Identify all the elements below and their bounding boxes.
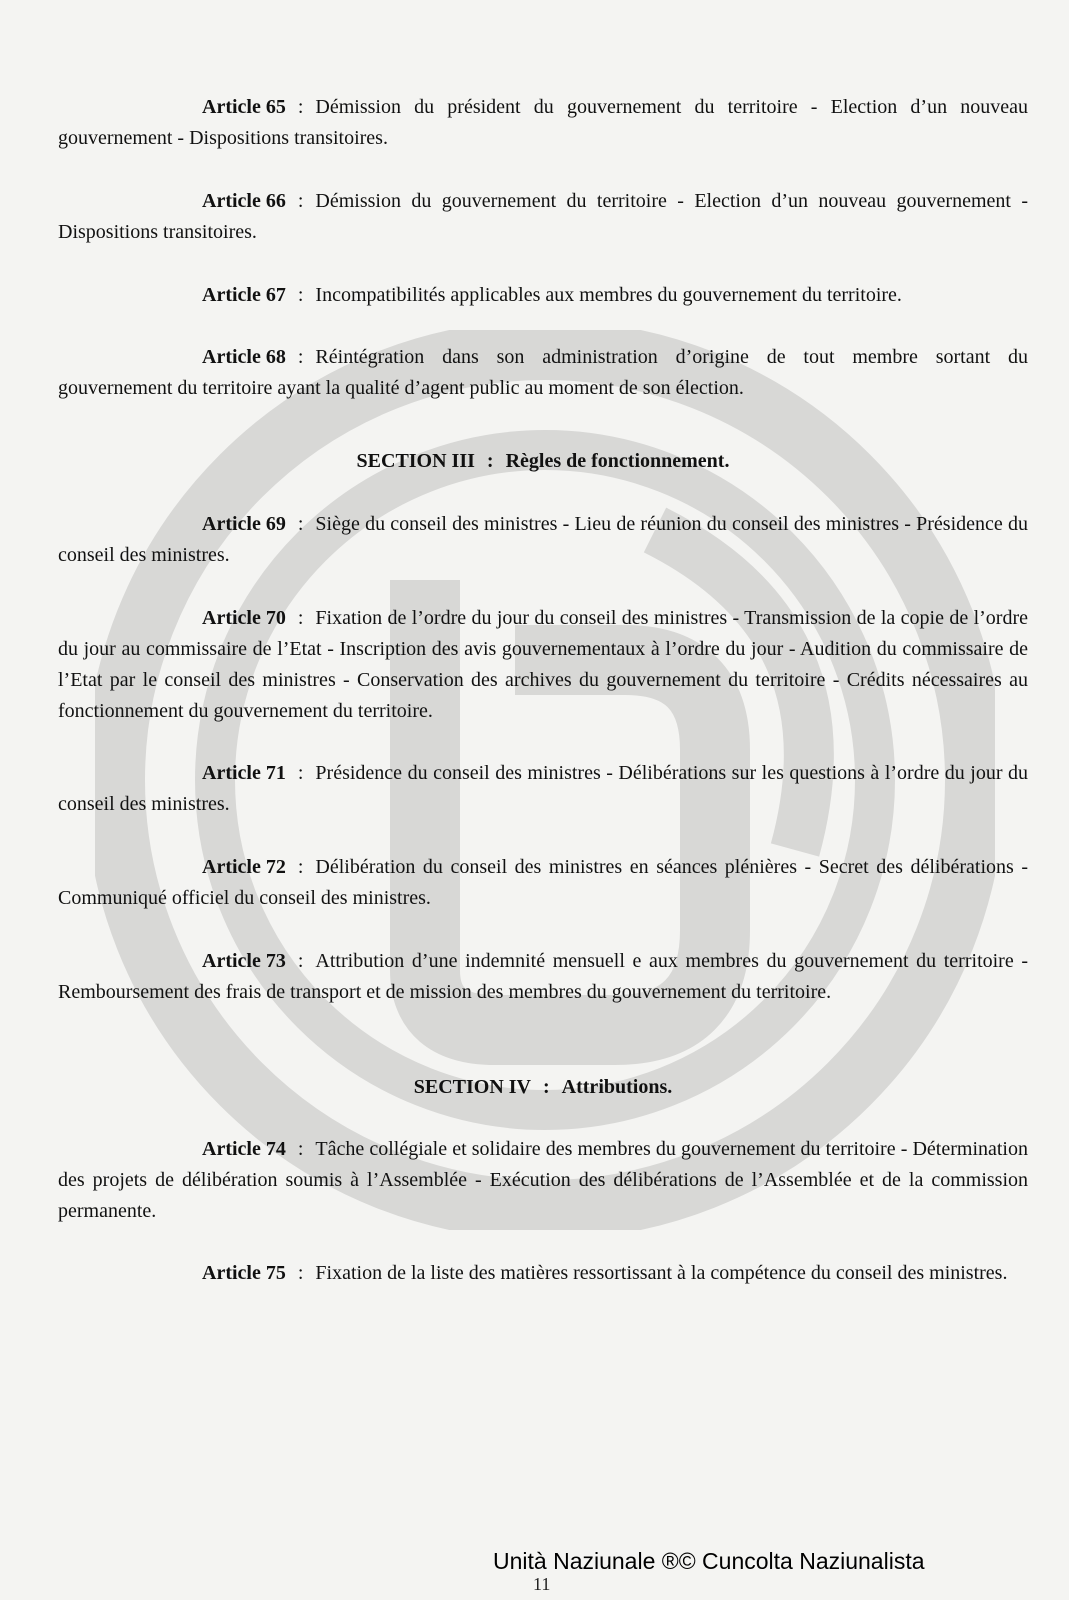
article-text: Démission du gouvernement du territoire - Election d’un nouveau gouvernement - Dispositions transitoires.	[58, 190, 1028, 243]
article-label: Article 68	[202, 346, 286, 368]
page-number: 11	[533, 1574, 551, 1594]
section-title: Règles de fonctionnement.	[505, 450, 730, 472]
article-text: Incompatibilités applicables aux membres du gouvernement du territoire.	[315, 284, 902, 306]
document-body	[58, 92, 1028, 1289]
separator: :	[297, 96, 304, 118]
article-70	[58, 603, 1028, 727]
article-label: Article 67	[202, 284, 286, 306]
separator: :	[297, 856, 304, 878]
section-heading-iii	[58, 446, 1028, 477]
separator: :	[486, 450, 494, 472]
article-label: Article 70	[202, 607, 286, 629]
article-72	[58, 852, 1028, 914]
article-label: Article 71	[202, 762, 286, 784]
article-text: Fixation de l’ordre du jour du conseil des ministres - Transmission de la copie de l’ordre du jour au commissaire de l’Etat - Inscription des avis gouvernementaux à l’ordre du jour - Audition du commissaire de l’Etat par le conseil des ministres - Conservation des archives du gouvernement du territoire - Crédits nécessaires au fonctionnement du gouvernement du territoire.	[58, 607, 1028, 722]
article-65	[58, 92, 1028, 154]
articles-group-2	[58, 509, 1028, 1008]
article-label: Article 66	[202, 190, 286, 212]
article-text: Réintégration dans son administration d’origine de tout membre sortant du gouvernement du territoire ayant la qualité d’agent public au moment de son élection.	[58, 346, 1028, 399]
separator: :	[297, 607, 304, 629]
section-title: Attributions.	[561, 1076, 673, 1098]
separator: :	[297, 762, 304, 784]
article-75	[58, 1258, 1028, 1289]
article-67	[58, 280, 1028, 311]
article-text: Présidence du conseil des ministres - Délibérations sur les questions à l’ordre du jour du conseil des ministres.	[58, 762, 1028, 815]
separator: :	[297, 1262, 304, 1284]
article-text: Attribution d’une indemnité mensuell e aux membres du gouvernement du territoire - Remboursement des frais de transport et de mission des membres du gouvernement du territoire.	[58, 950, 1028, 1003]
article-label: Article 72	[202, 856, 286, 878]
article-label: Article 75	[202, 1262, 286, 1284]
article-label: Article 69	[202, 513, 286, 535]
separator: :	[297, 1138, 304, 1160]
footer-brand: Unità Naziunale ®© Cuncolta Naziunalista	[493, 1548, 925, 1574]
separator: :	[297, 513, 304, 535]
separator: :	[297, 950, 304, 972]
article-label: Article 74	[202, 1138, 286, 1160]
article-text: Tâche collégiale et solidaire des membres du gouvernement du territoire - Détermination des projets de délibération soumis à l’Assemblée - Exécution des délibérations de l’Assemblée et de la commission permanente.	[58, 1138, 1028, 1222]
section-heading-iv	[58, 1072, 1028, 1103]
article-74	[58, 1134, 1028, 1227]
separator: :	[297, 284, 304, 306]
articles-group-1	[58, 92, 1028, 404]
article-label: Article 65	[202, 96, 286, 118]
article-text: Délibération du conseil des ministres en séances plénières - Secret des délibérations - Communiqué officiel du conseil des ministres.	[58, 856, 1028, 909]
section-label: SECTION III	[356, 450, 475, 472]
article-71	[58, 758, 1028, 820]
article-text: Siège du conseil des ministres - Lieu de réunion du conseil des ministres - Présidence du conseil des ministres.	[58, 513, 1028, 566]
article-73	[58, 946, 1028, 1008]
separator: :	[297, 346, 304, 368]
article-text: Démission du président du gouvernement du territoire - Election d’un nouveau gouvernement - Dispositions transitoires.	[58, 96, 1028, 149]
article-68	[58, 342, 1028, 404]
article-66	[58, 186, 1028, 248]
separator: :	[543, 1076, 550, 1098]
separator: :	[297, 190, 304, 212]
article-label: Article 73	[202, 950, 286, 972]
article-text: Fixation de la liste des matières ressortissant à la compétence du conseil des ministres.	[315, 1262, 1008, 1284]
articles-group-3	[58, 1134, 1028, 1289]
article-69	[58, 509, 1028, 571]
section-label: SECTION IV	[413, 1076, 531, 1098]
